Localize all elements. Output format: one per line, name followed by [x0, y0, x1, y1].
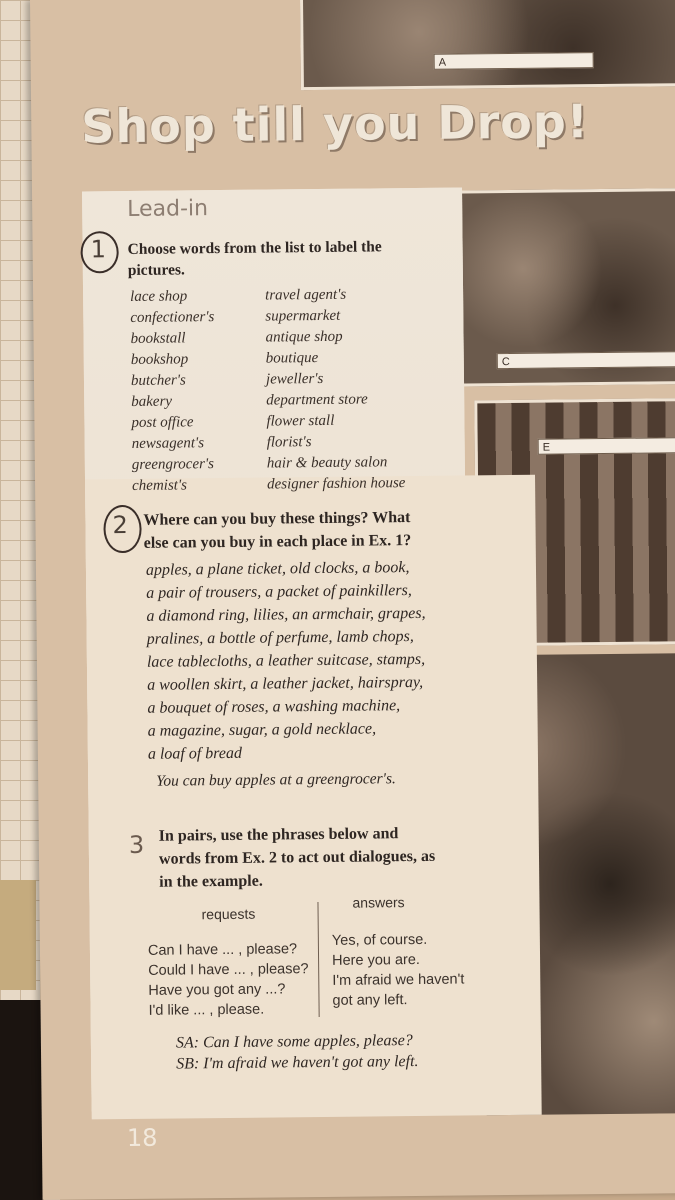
- answer-phrase: I'm afraid we haven't: [332, 971, 465, 989]
- word-item: lace shop: [130, 288, 188, 305]
- word-item: supermarket: [265, 307, 341, 325]
- example-dialogue: [176, 1030, 419, 1075]
- exercise-3-instruction-line-3: in the example.: [159, 872, 263, 891]
- word-item: butcher's: [130, 372, 186, 389]
- word-item: designer fashion house: [267, 475, 406, 493]
- word-item: bookshop: [130, 351, 189, 368]
- exercise-1-instruction-line-1: Choose words from the list to label the: [127, 238, 382, 258]
- word-item: florist's: [266, 434, 312, 451]
- word-item: boutique: [265, 350, 319, 367]
- word-item: travel agent's: [265, 286, 347, 304]
- label-e: E: [538, 437, 675, 455]
- word-item: bakery: [131, 393, 173, 410]
- word-item: flower stall: [266, 412, 335, 430]
- word-item: bookstall: [130, 330, 186, 347]
- word-item: antique shop: [265, 328, 343, 346]
- photo-a: [300, 0, 675, 90]
- photo-c: [450, 188, 675, 386]
- requests-heading: requests: [201, 905, 256, 923]
- exercise-3-number: 3: [128, 830, 145, 860]
- items-line: a bouquet of roses, a washing machine,: [147, 697, 401, 717]
- background-dark-area: [0, 1000, 44, 1200]
- items-line: a magazine, sugar, a gold necklace,: [147, 720, 377, 740]
- exercise-3-instruction: [159, 822, 436, 894]
- section-heading: Lead-in: [127, 196, 209, 222]
- word-item: post office: [131, 414, 194, 431]
- word-list-right: [265, 284, 406, 495]
- exercise-1-number: 1: [90, 235, 107, 264]
- word-list-left: [130, 286, 216, 497]
- answers-heading: answers: [352, 894, 405, 911]
- word-item: confectioner's: [130, 309, 215, 326]
- items-line: a pair of trousers, a packet of painkillers,: [146, 582, 412, 602]
- word-item: department store: [266, 391, 368, 409]
- exercise-1-instruction-line-2: pictures.: [127, 261, 185, 279]
- request-phrase: Can I have ... , please?: [147, 941, 298, 959]
- background-strip: [0, 880, 36, 990]
- items-line: pralines, a bottle of perfume, lamb chops,: [146, 628, 414, 648]
- exercise-2-items: [146, 555, 478, 765]
- word-item: jeweller's: [265, 370, 324, 388]
- exercise-2-example: You can buy apples at a greengrocer's.: [156, 770, 396, 790]
- items-line: a diamond ring, lilies, an armchair, grapes,: [146, 604, 426, 625]
- exercise-3-instruction-line-1: In pairs, use the phrases below and: [158, 825, 399, 845]
- page-title: Shop till you Drop!: [81, 94, 590, 154]
- textbook-page: [30, 0, 675, 1200]
- word-item: chemist's: [132, 477, 188, 494]
- word-item: greengrocer's: [131, 456, 215, 473]
- request-phrase: Have you got any ...?: [148, 981, 286, 999]
- word-item: newsagent's: [131, 435, 205, 452]
- dialogue-line-sb: SB: I'm afraid we haven't got any left.: [176, 1052, 419, 1073]
- items-line: a woollen skirt, a leather jacket, hairspray,: [147, 673, 424, 694]
- items-line: a loaf of bread: [147, 744, 243, 763]
- page-number: 18: [126, 1123, 158, 1153]
- word-item: hair & beauty salon: [266, 454, 388, 472]
- requests-list: [148, 939, 309, 1021]
- exercise-2-instruction-line-2: else can you buy in each place in Ex. 1?: [143, 532, 412, 552]
- answers-list: [332, 930, 465, 1011]
- answer-phrase: Yes, of course.: [331, 931, 428, 949]
- dialogue-line-sa: SA: Can I have some apples, please?: [175, 1032, 413, 1052]
- exercise-3-instruction-line-2: words from Ex. 2 to act out dialogues, as: [158, 847, 436, 868]
- request-phrase: I'd like ... , please.: [148, 1001, 265, 1019]
- items-line: apples, a plane ticket, old clocks, a book,: [145, 559, 410, 579]
- exercise-1-instruction: [128, 236, 383, 281]
- exercise-2-instruction-line-1: Where can you buy these things? What: [143, 509, 411, 529]
- exercise-2-number: 2: [112, 511, 128, 540]
- answer-phrase: got any left.: [332, 992, 408, 1009]
- answer-phrase: Here you are.: [331, 951, 421, 969]
- request-phrase: Could I have ... , please?: [148, 961, 309, 979]
- label-c: C: [497, 351, 675, 369]
- exercise-2-instruction: [143, 506, 411, 555]
- items-line: lace tablecloths, a leather suitcase, stamps,: [146, 650, 426, 671]
- label-a: A: [434, 52, 594, 70]
